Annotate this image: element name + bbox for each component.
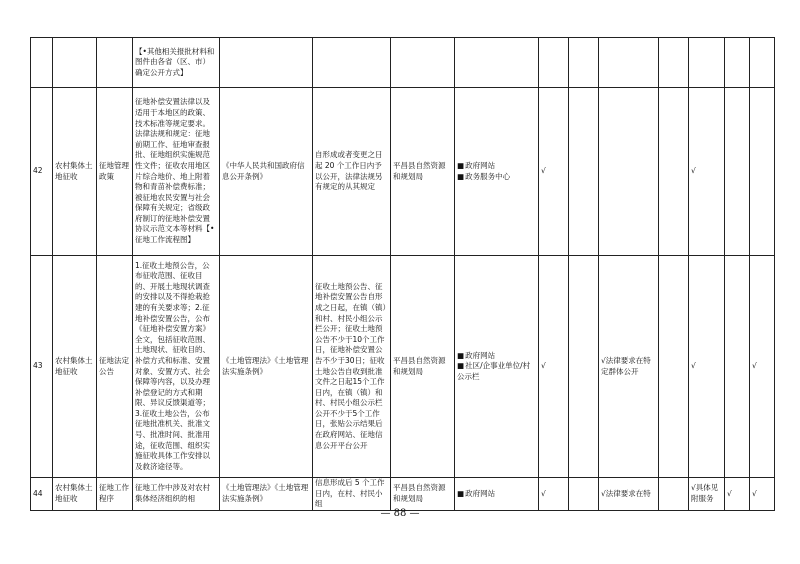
check-cell: √: [539, 478, 569, 511]
category-cell: 农村集体土地征收: [53, 478, 97, 511]
check-cell: [569, 256, 599, 478]
check-cell: [599, 88, 659, 256]
page-number: — 88 —: [380, 508, 420, 519]
time-cell: 征收土地预公告、征地补偿安置公告自形成之日起，在镇（镇）和村、村民小组公示栏公开；征收土地预公告不少于10个工作日，征地补偿安置公告不少于30日；征收土地公告自收到批准文件之日起15个工作日内，在镇（镇）和村、村民小组公示栏公开不少于5个工作日，张贴公示结果后在政府网站、征地信息公开平台公开: [313, 256, 391, 478]
item-cell: 征地工作程序: [97, 478, 133, 511]
content-cell: 1.征收土地预公告，公布征收范围、征收目的、开展土地现状调查的安排以及不得抢栽抢建的有关要求等；2.征地补偿安置公告，公布《征地补偿安置方案》全文，包括征收范围、土地现状、征收目的、补偿方式和标准、安置对象、安置方式、社会保障等内容，以及办理补偿登记的方式和期限、异议反馈渠道等；3.征收土地公告，公布征地批准机关、批准文号、批准时间、批准用途，征收范围、组织实施征收具体工作安排以及救济途径等。: [133, 256, 220, 478]
check-cell: [569, 88, 599, 256]
check-cell: [569, 478, 599, 511]
basis-cell: 《土地管理法》《土地管理法实施条例》: [220, 256, 313, 478]
channel-cell: [455, 88, 539, 256]
item-cell: 征地管理政策: [97, 88, 133, 256]
item-cell: [97, 38, 133, 88]
content-cell: 征地工作中涉及对农村集体经济组织的相: [133, 478, 220, 511]
subject-cell: 平昌县自然资源和规划局: [391, 478, 455, 511]
disclosure-table: [30, 37, 775, 511]
check-cell: √具体见附服务: [689, 478, 725, 511]
subject-cell: 平昌县自然资源和规划局: [391, 88, 455, 256]
category-cell: 农村集体土地征收: [53, 256, 97, 478]
check-cell: √法律要求在特: [599, 478, 659, 511]
check-cell: √: [539, 88, 569, 256]
check-cell: [659, 88, 689, 256]
basis-cell: 《土地管理法》《土地管理法实施条例》: [220, 478, 313, 511]
check-cell: √: [725, 478, 750, 511]
subject-cell: 平昌县自然资源和规划局: [391, 256, 455, 478]
check-cell: √: [750, 256, 775, 478]
category-cell: [53, 38, 97, 88]
check-cell: √法律要求在特定群体公开: [599, 256, 659, 478]
check-cell: √: [689, 88, 725, 256]
basis-cell: 《中华人民共和国政府信息公开条例》: [220, 88, 313, 256]
table-row: [31, 38, 775, 88]
category-cell: 农村集体土地征收: [53, 88, 97, 256]
channel-item: ■ 政府网站: [457, 489, 536, 500]
time-cell: 信息形成后 5 个工作日内，在村、村民小组: [313, 478, 391, 511]
num-cell: 44: [31, 478, 53, 511]
num-cell: [31, 38, 53, 88]
check-cell: √: [750, 478, 775, 511]
check-cell: √: [539, 256, 569, 478]
table-row: [31, 88, 775, 256]
channel-item: ■ 政府网站: [457, 161, 536, 172]
check-cell: [725, 256, 750, 478]
channel-item: ■ 政府网站: [457, 351, 536, 362]
check-cell: √: [689, 256, 725, 478]
table-row: [31, 256, 775, 478]
num-cell: 43: [31, 256, 53, 478]
check-cell: [725, 88, 750, 256]
check-cell: [659, 478, 689, 511]
channel-item: ■ 政务服务中心: [457, 172, 536, 183]
item-cell: 征地法定公告: [97, 256, 133, 478]
table-row: [31, 478, 775, 511]
num-cell: 42: [31, 88, 53, 256]
content-cell: 【•其他相关报批材料和图件由各省（区、市）确定公开方式】: [133, 38, 220, 88]
content-cell: 征地补偿安置法律以及适用于本地区的政策、技术标准等规定要求。法律法规和规定：征地前期工作、征地审查报批、征地组织实施规范性文件；征收农用地区片综合地价、地上附着物和青苗补偿费标准；被征地农民安置与社会保障有关规定；省级政府制订的征地补偿安置协议示范文本等材料【•征地工作流程图】: [133, 88, 220, 256]
channel-item: ■ 社区/企事业单位/村公示栏: [457, 361, 536, 382]
time-cell: 自形成或者变更之日起 20 个工作日内予以公开，法律法规另有规定的从其规定: [313, 88, 391, 256]
check-cell: [659, 256, 689, 478]
channel-cell: [455, 256, 539, 478]
check-cell: [750, 88, 775, 256]
channel-cell: [455, 478, 539, 511]
